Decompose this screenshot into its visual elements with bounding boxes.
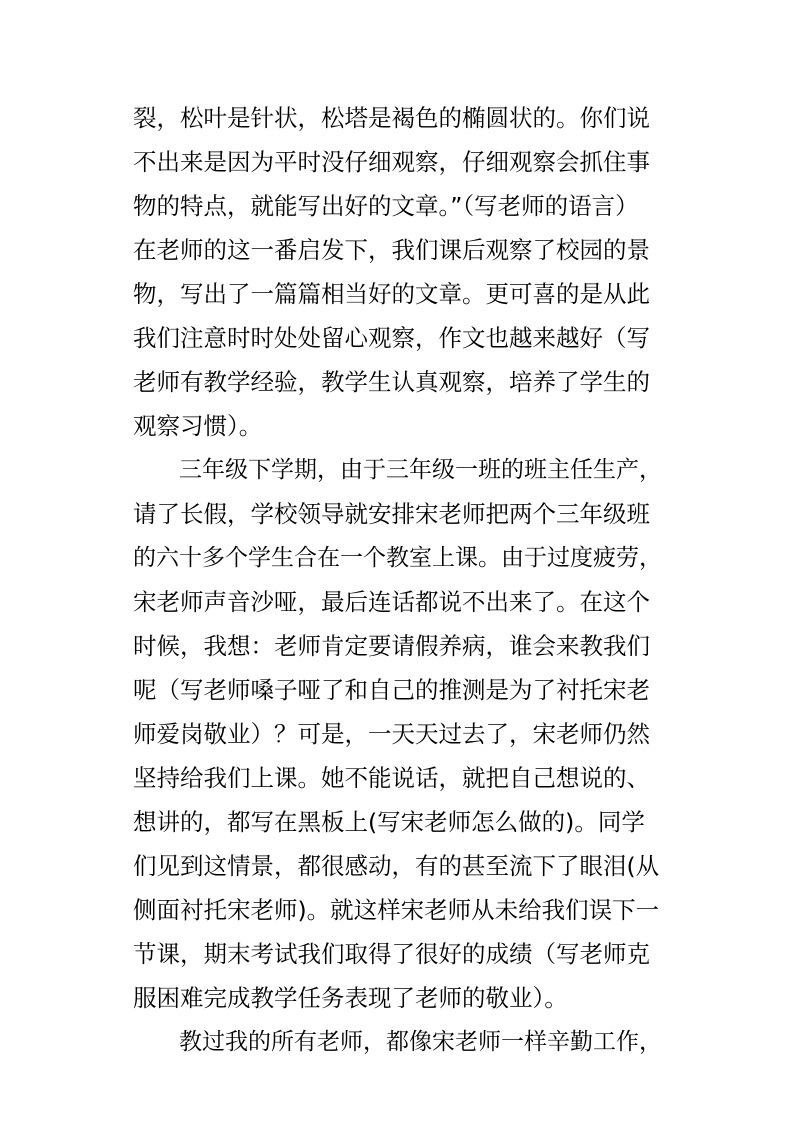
text-line: 宋老师声音沙哑，最后连话都说不出来了。在这个 bbox=[133, 588, 650, 616]
text-line: 三年级下学期，由于三年级一班的班主任生产， bbox=[133, 457, 662, 483]
text-line: 的六十多个学生合在一个教室上课。由于过度疲劳， bbox=[133, 545, 662, 571]
text-line: 坚持给我们上课。她不能说话，就把自己想说的、 bbox=[133, 764, 650, 792]
text-line: 我们注意时时处处留心观察，作文也越来越好（写 bbox=[133, 324, 650, 352]
text-line: 在老师的这一番启发下，我们课后观察了校园的景 bbox=[133, 236, 650, 264]
text-line: 老师有教学经验，教学生认真观察，培养了学生的 bbox=[133, 368, 650, 396]
text-line: 服困难完成教学任务表现了老师的敬业）。 bbox=[133, 984, 568, 1012]
text-line: 们见到这情景，都很感动，有的甚至流下了眼泪(从 bbox=[133, 852, 660, 880]
text-line: 时候，我想：老师肯定要请假养病，谁会来教我们 bbox=[133, 632, 650, 660]
text-line: 裂，松叶是针状，松塔是褐色的椭圆状的。你们说 bbox=[133, 104, 650, 132]
text-line: 呢（写老师嗓子哑了和自己的推测是为了衬托宋老 bbox=[133, 676, 650, 704]
text-line: 物，写出了一篇篇相当好的文章。更可喜的是从此 bbox=[133, 280, 650, 308]
text-line: 想讲的，都写在黑板上(写宋老师怎么做的)。同学 bbox=[133, 808, 645, 836]
text-line: 侧面衬托宋老师)。就这样宋老师从未给我们误下一 bbox=[133, 896, 660, 924]
text-line: 节课，期末考试我们取得了很好的成绩（写老师克 bbox=[133, 940, 650, 968]
text-line: 教过我的所有老师，都像宋老师一样辛勤工作， bbox=[133, 1029, 662, 1055]
text-line: 不出来是因为平时没仔细观察，仔细观察会抓住事 bbox=[133, 148, 650, 176]
text-line: 师爱岗敬业）？可是，一天天过去了，宋老师仍然 bbox=[133, 720, 650, 748]
text-line: 物的特点，就能写出好的文章。”（写老师的语言） bbox=[133, 192, 639, 220]
text-line: 观察习惯）。 bbox=[133, 412, 263, 440]
text-line: 请了长假，学校领导就安排宋老师把两个三年级班 bbox=[133, 500, 650, 528]
